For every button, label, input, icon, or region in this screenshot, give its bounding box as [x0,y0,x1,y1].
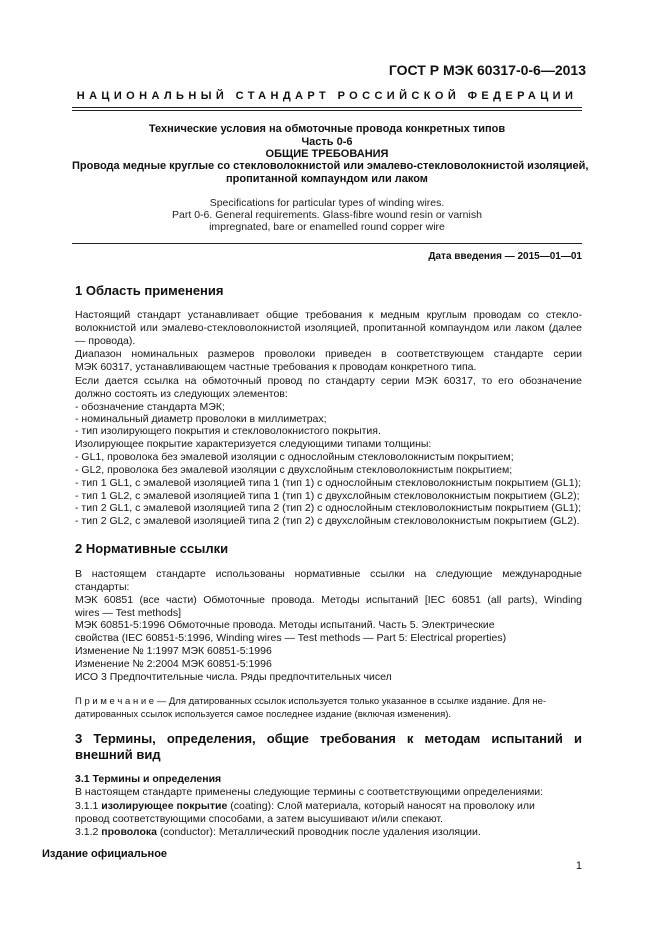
paragraph-line: Диапазон номинальных размеров проволоки приведен в соответствующем стандарте серии [75,348,582,360]
title-line-3: ОБЩИЕ ТРЕБОВАНИЯ [265,148,389,160]
section-1-heading: 1 Область применения [75,283,224,298]
title-en-line-3: impregnated, bare or enamelled round copper wire [209,221,445,233]
note-line-2: датированных ссылок используется самое последнее издание (включая изменения). [75,709,452,720]
reference-line: Изменение № 2:2004 МЭК 60851-5:1996 [75,658,272,670]
term-definition: (coating): Слой материала, который наносят на проволоку или [227,800,535,812]
paragraph-line: Если дается ссылка на обмоточный провод по стандарту серии МЭК 60317, то его обозначение [75,375,582,387]
title-en-line-1: Specifications for particular types of winding wires. [209,197,445,209]
list-item: - номинальный диаметр проволоки в миллиметрах; [75,413,327,425]
reference-line: wires — Test methods] [75,607,182,619]
reference-line: ИСО 3 Предпочтительные числа. Ряды предпочтительных чисел [75,671,392,683]
term-number: 3.1.1 [75,800,102,812]
term-3-1-2 [75,826,582,839]
list-item: - тип 2 GL2, с эмалевой изоляцией типа 2 (тип 2) с двухслойным стекловолокнистым покрытием (GL2). [75,515,580,527]
official-edition-label: Издание официальное [42,848,168,860]
term-3-1-1 [75,800,582,813]
list-item: - GL1, проволока без эмалевой изоляции с однослойным стекловолокнистым покрытием; [75,451,514,463]
national-standard-banner: НАЦИОНАЛЬНЫЙ СТАНДАРТ РОССИЙСКОЙ ФЕДЕРАЦИИ [76,90,578,102]
paragraph-line: волокнистой или эмалево-стекловолокнистой изоляцией, пропитанной компаундом или лаком (далее [75,322,582,334]
title-line-4: Провода медные круглые со стекловолокнистой или эмалево-стекловолокнистой изоляцией, [72,160,589,172]
reference-line: МЭК 60851-5:1996 Обмоточные провода. Методы испытаний. Часть 5. Электрические [75,619,495,631]
paragraph-line: должно состоять из следующих элементов: [75,388,288,400]
list-item: - GL2, проволока без эмалевой изоляции с двухслойным стекловолокнистым покрытием; [75,464,513,476]
title-en-line-2: Part 0-6. General requirements. Glass-fibre wound resin or varnish [172,209,482,221]
term-definition: (conductor): Металлический проводник после удаления изоляции. [156,826,481,838]
section-2-heading: 2 Нормативные ссылки [75,541,229,556]
paragraph-line: Изолирующее покрытие характеризуется следующими типами толщины: [75,438,432,450]
reference-line: МЭК 60851 (все части) Обмоточные провода. Методы испытаний [IEC 60851 (all parts), Winding [75,594,582,606]
title-line-2: Часть 0-6 [301,136,353,148]
title-line-1: Технические условия на обмоточные провода конкретных типов [148,123,506,135]
note-label: П р и м е ч а н и е [75,696,155,707]
note-text: — Для датированных ссылок используется только указанное в ссылке издание. Для не- [154,696,547,707]
list-item: - тип 1 GL1, с эмалевой изоляцией типа 1 (тип 1) с однослойным стекловолокнистым покрытием (GL1); [75,477,582,489]
header-rule-top [72,107,582,108]
reference-line: свойства (IEC 60851-5:1996, Winding wires — Test methods — Part 5: Electrical properties) [75,632,507,644]
term-name: проволока [101,826,157,838]
standard-number: ГОСТ Р МЭК 60317-0-6—2013 [388,62,586,78]
paragraph-line: — провода). [75,335,136,347]
page-number: 1 [575,860,582,872]
term-number: 3.1.2 [75,826,102,838]
paragraph-line: провод соответствующими способами, а затем высушивают и/или спекают. [75,813,443,825]
subsection-heading: 3.1 Термины и определения [75,773,222,785]
list-item: - тип 1 GL2, с эмалевой изоляцией типа 1 (тип 1) с двухслойным стекловолокнистым покрытием (GL2); [75,490,580,502]
section-3-heading-line-2: внешний вид [75,747,161,762]
paragraph-line: Настоящий стандарт устанавливает общие требования к медным круглым проводам со стекло- [75,309,582,321]
section-3-heading-line-1: 3 Термины, определения, общие требования к методам испытаний и [75,731,582,746]
reference-line: Изменение № 1:1997 МЭК 60851-5:1996 [75,645,272,657]
paragraph-line: МЭК 60317, устанавливающем частные требования к проводам конкретного типа. [75,361,477,373]
list-item: - тип изолирующего покрытия и стекловолокнистого покрытия. [75,425,381,437]
paragraph-line: В настоящем стандарте применены следующие термины с соответствующими определениями: [75,786,544,798]
note-line-1 [75,695,582,708]
intro-date: Дата введения — 2015—01—01 [428,251,582,262]
header-rule-bottom [72,110,582,111]
list-item: - тип 2 GL1, с эмалевой изоляцией типа 2 (тип 2) с однослойным стекловолокнистым покрытием (GL1); [75,502,582,514]
intro-date-rule [72,243,582,244]
title-line-5: пропитанной компаундом или лаком [226,173,428,185]
paragraph-line: В настоящем стандарте использованы нормативные ссылки на следующие международные [75,568,582,580]
term-name: изолирующее покрытие [101,800,228,812]
list-item: - обозначение стандарта МЭК; [75,401,225,413]
paragraph-line: стандарты: [75,581,130,593]
